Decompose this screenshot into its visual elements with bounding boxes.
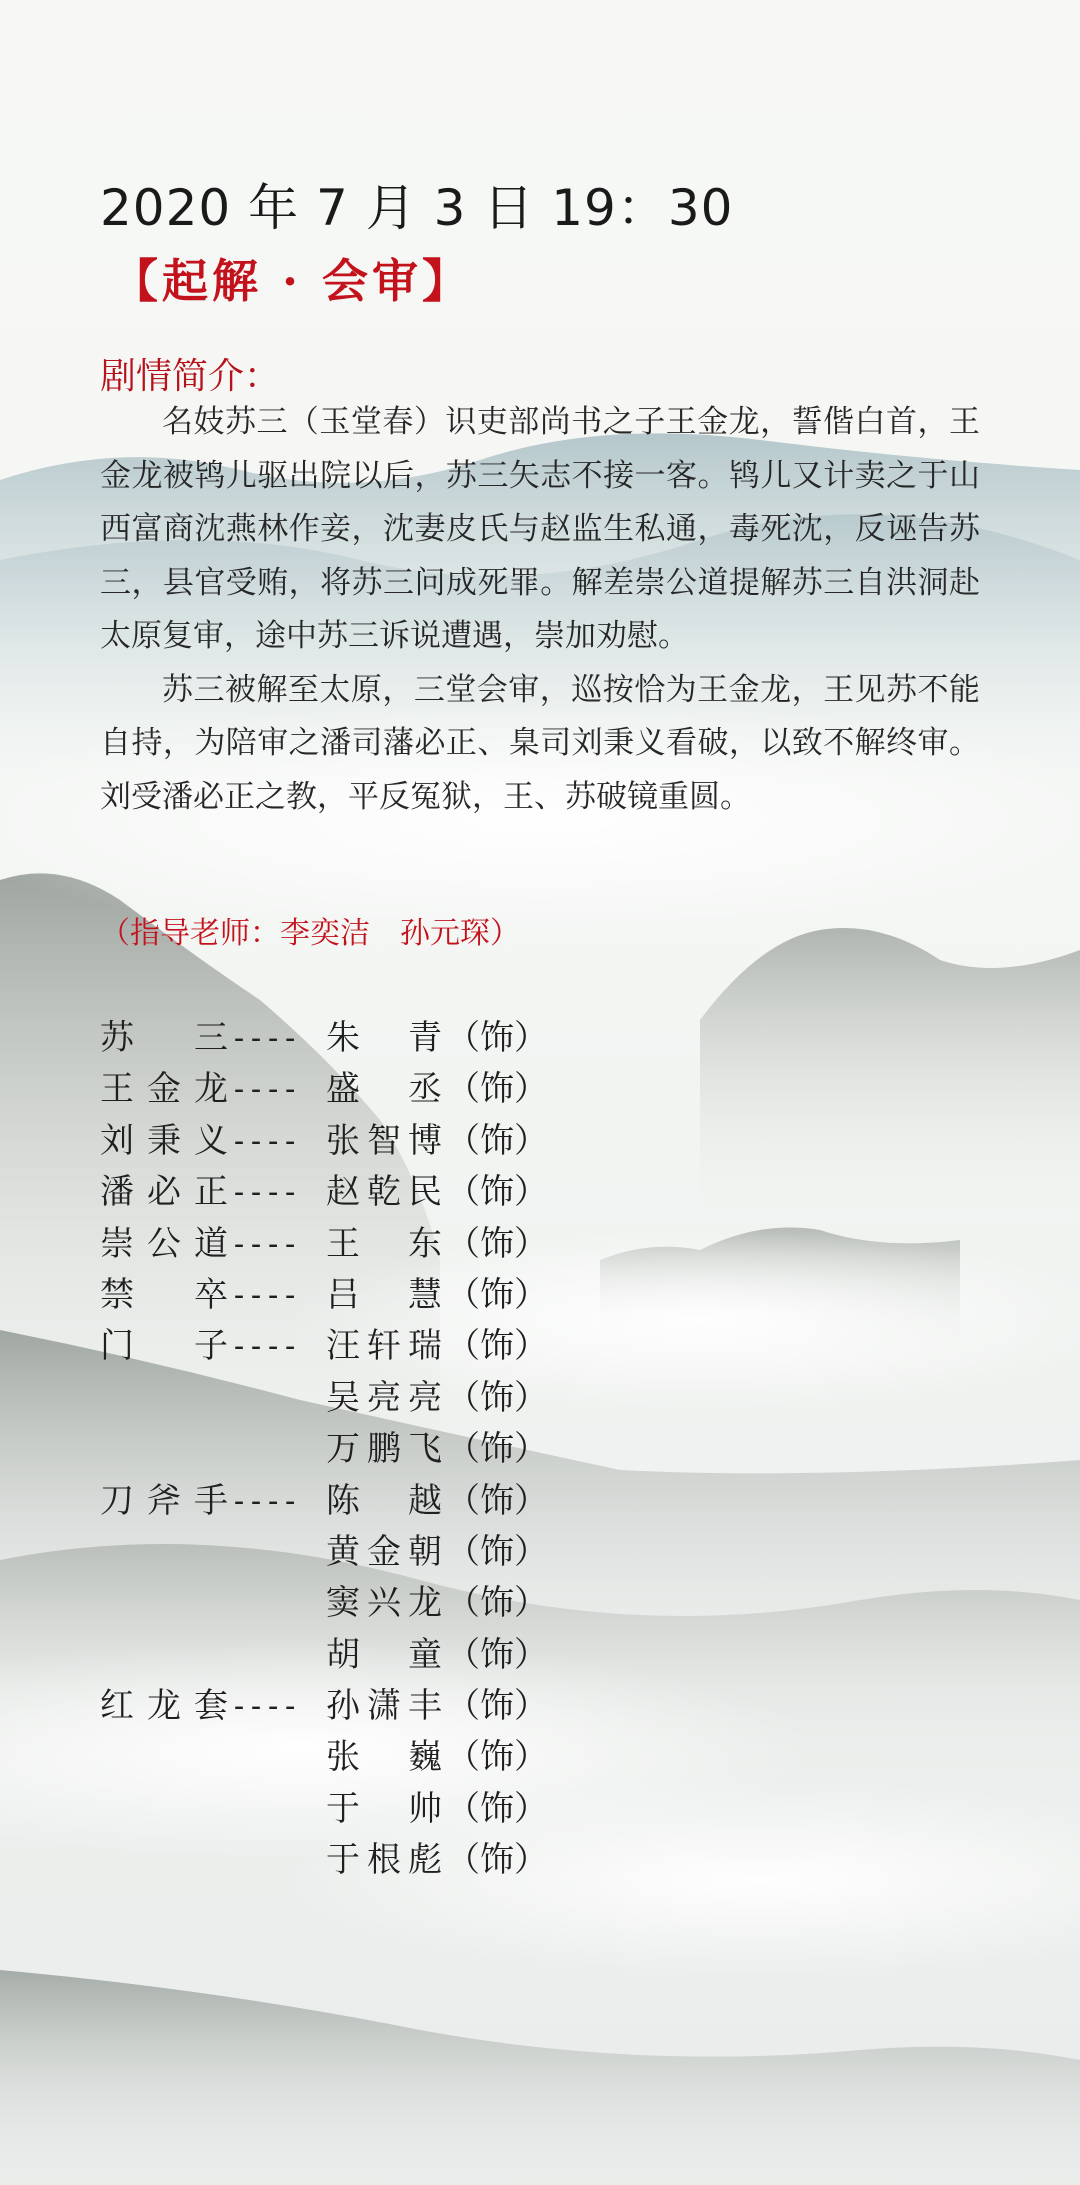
cast-role: 门子 bbox=[100, 1326, 228, 1367]
cast-actor: 孙潇丰 bbox=[326, 1686, 442, 1727]
cast-actor: 赵乾民 bbox=[326, 1172, 442, 1213]
cast-actor: 黄金朝 bbox=[326, 1531, 442, 1572]
cast-role: 崇公道 bbox=[100, 1223, 228, 1264]
cast-role: 潘必正 bbox=[100, 1172, 228, 1213]
cast-dash: ---- bbox=[230, 1226, 299, 1262]
cast-suffix: （饰） bbox=[446, 1274, 548, 1315]
cast-row bbox=[100, 1373, 660, 1424]
synopsis-paragraph: 苏三被解至太原，三堂会审，巡按恰为王金龙，王见苏不能自持，为陪审之潘司藩必正、臬司刘秉义看破，以致不解终审。刘受潘必正之教，平反冤狱，王、苏破镜重圆。 bbox=[100, 671, 980, 815]
synopsis-heading: 剧情简介： bbox=[100, 356, 281, 397]
cast-dash: ---- bbox=[230, 1483, 299, 1519]
play-title: 【起解 · 会审】 bbox=[112, 254, 473, 308]
cast-suffix: （饰） bbox=[446, 1686, 548, 1727]
cast-actor: 王东 bbox=[326, 1223, 442, 1264]
cast-dash: ---- bbox=[230, 1175, 299, 1211]
cast-row bbox=[100, 1784, 660, 1835]
cast-suffix: （饰） bbox=[446, 1377, 548, 1418]
cast-suffix: （饰） bbox=[446, 1429, 548, 1470]
cast-suffix: （饰） bbox=[446, 1788, 548, 1829]
cast-actor: 于帅 bbox=[326, 1788, 442, 1829]
cast-row bbox=[100, 1681, 660, 1732]
cast-suffix: （饰） bbox=[446, 1737, 548, 1778]
cast-actor: 吕慧 bbox=[326, 1274, 442, 1315]
cast-actor: 窦兴龙 bbox=[326, 1583, 442, 1624]
cast-role: 禁卒 bbox=[100, 1274, 228, 1315]
cast-suffix: （饰） bbox=[446, 1840, 548, 1881]
cast-suffix: （饰） bbox=[446, 1583, 548, 1624]
cast-actor: 张智博 bbox=[326, 1120, 442, 1161]
cast-role: 刘秉义 bbox=[100, 1120, 228, 1161]
performance-datetime: 2020 年 7 月 3 日 19：30 bbox=[100, 179, 734, 237]
cast-actor: 万鹏飞 bbox=[326, 1429, 442, 1470]
cast-actor: 胡童 bbox=[326, 1634, 442, 1675]
cast-row bbox=[100, 1270, 660, 1321]
cast-row bbox=[100, 1167, 660, 1218]
cast-suffix: （饰） bbox=[446, 1326, 548, 1367]
cast-suffix: （饰） bbox=[446, 1223, 548, 1264]
cast-row bbox=[100, 1527, 660, 1578]
cast-row bbox=[100, 1578, 660, 1629]
cast-role: 刀斧手 bbox=[100, 1480, 228, 1521]
cast-suffix: （饰） bbox=[446, 1531, 548, 1572]
cast-actor: 吴亮亮 bbox=[326, 1377, 442, 1418]
cast-row bbox=[100, 1064, 660, 1115]
cast-actor: 陈越 bbox=[326, 1480, 442, 1521]
cast-role: 红龙套 bbox=[100, 1686, 228, 1727]
cast-suffix: （饰） bbox=[446, 1634, 548, 1675]
cast-suffix: （饰） bbox=[446, 1480, 548, 1521]
cast-suffix: （饰） bbox=[446, 1120, 548, 1161]
cast-row bbox=[100, 1321, 660, 1372]
cast-actor: 汪轩瑞 bbox=[326, 1326, 442, 1367]
synopsis-paragraph: 名妓苏三（玉堂春）识吏部尚书之子王金龙，誓偕白首，王金龙被鸨儿驱出院以后，苏三矢志不接一客。鸨儿又计卖之于山西富商沈燕林作妾，沈妻皮氏与赵监生私通，毒死沈，反诬告苏三，县官受贿，将苏三问成死罪。解差崇公道提解苏三自洪洞赴太原复审，途中苏三诉说遭遇，崇加劝慰。 bbox=[100, 404, 980, 654]
cast-dash: ---- bbox=[230, 1123, 299, 1159]
cast-row bbox=[100, 1835, 660, 1886]
cast-row bbox=[100, 1630, 660, 1681]
cast-dash: ---- bbox=[230, 1021, 299, 1056]
cast-role: 王金龙 bbox=[100, 1069, 228, 1110]
cast-row bbox=[100, 1476, 660, 1527]
instructors-line: （指导老师：李奕洁 孙元琛） bbox=[100, 916, 520, 951]
cast-actor: 张巍 bbox=[326, 1737, 442, 1778]
cast-row bbox=[100, 1219, 660, 1270]
cast-row bbox=[100, 1013, 660, 1064]
cast-row bbox=[100, 1116, 660, 1167]
cast-suffix: （饰） bbox=[446, 1018, 548, 1058]
cast-role: 苏三 bbox=[100, 1018, 228, 1058]
cast-suffix: （饰） bbox=[446, 1172, 548, 1213]
synopsis-text bbox=[100, 396, 980, 824]
cast-dash: ---- bbox=[230, 1072, 299, 1108]
cast-dash: ---- bbox=[230, 1329, 299, 1365]
cast-actor: 于根彪 bbox=[326, 1840, 442, 1881]
cast-suffix: （饰） bbox=[446, 1069, 548, 1110]
cast-list bbox=[100, 1013, 660, 1887]
cast-row bbox=[100, 1732, 660, 1783]
cast-actor: 盛丞 bbox=[326, 1069, 442, 1110]
cast-dash: ---- bbox=[230, 1689, 299, 1725]
cast-actor: 朱青 bbox=[326, 1018, 442, 1058]
cast-dash: ---- bbox=[230, 1277, 299, 1313]
cast-row bbox=[100, 1424, 660, 1475]
